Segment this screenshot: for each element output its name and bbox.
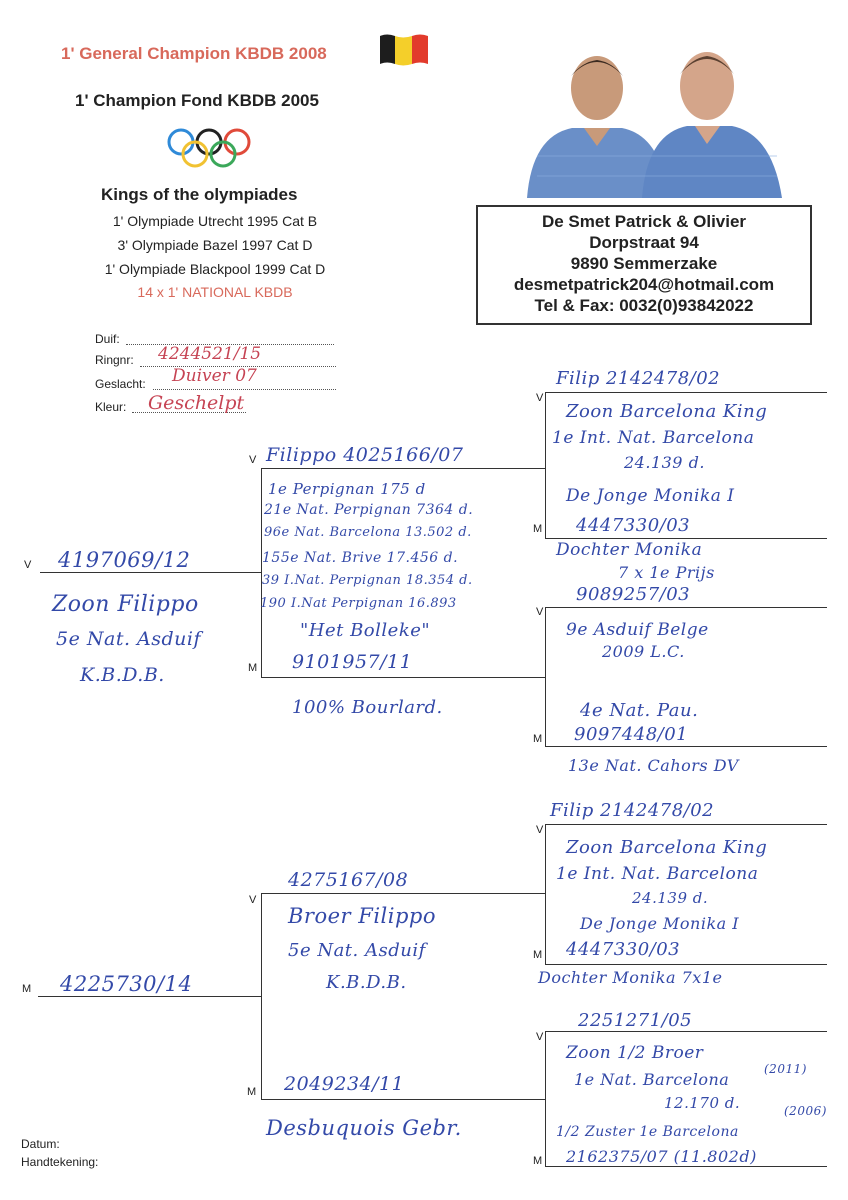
contact-email[interactable]: desmetpatrick204@hotmail.com (513, 275, 775, 294)
dds-note-1: Zoon 1/2 Broer (566, 1043, 704, 1063)
sire-ring: 4197069/12 (58, 548, 191, 572)
marker-m-ssd: M (533, 523, 543, 535)
sdd-after-1: 13e Nat. Cahors DV (568, 756, 739, 775)
dsd-note-1: De Jonge Monika I (580, 914, 740, 933)
marker-m-dsd: M (533, 949, 543, 961)
sdd-line (545, 746, 827, 747)
dam-sire-note-1: Broer Filippo (288, 904, 437, 928)
sire-sire-ring: Filippo 4025166/07 (266, 444, 464, 466)
sire-sire-note-6: 190 I.Nat Perpignan 16.893 (260, 596, 457, 611)
sire-note-1: Zoon Filippo (52, 592, 199, 617)
dam-sire-line (261, 893, 546, 894)
dam-ring: 4225730/14 (60, 972, 193, 996)
dam-line (38, 996, 262, 997)
ddd-ring: 2162375/07 (11.802d) (566, 1147, 757, 1166)
national-count: 14 x 1' NATIONAL KBDB (137, 284, 293, 300)
sire-note-3: K.B.D.B. (80, 664, 165, 686)
marker-v-sds: V (536, 606, 544, 618)
dss-ring: Filip 2142478/02 (550, 800, 715, 821)
dss-note-2: 1e Int. Nat. Barcelona (556, 864, 759, 884)
contact-street: Dorpstraat 94 (589, 233, 699, 252)
olympiade-3: 1' Olympiade Blackpool 1999 Cat D (104, 261, 326, 277)
sire-sire-note-2: 21e Nat. Perpignan 7364 d. (264, 502, 474, 518)
sire-dam-note-1: 100% Bourlard. (292, 697, 443, 718)
dss-note-1: Zoon Barcelona King (566, 837, 768, 858)
sds-line (545, 607, 827, 608)
dam-dam-bracket (545, 1031, 546, 1167)
sds-ring: 9089257/03 (576, 584, 691, 605)
dam-dam-line (261, 1099, 546, 1100)
marker-v-sire: V (24, 559, 32, 571)
sdd-note-1: 4e Nat. Pau. (580, 700, 699, 721)
ssd-ring: 4447330/03 (576, 515, 691, 536)
ssd-note-1: De Jonge Monika I (566, 486, 735, 506)
ringnr-label: Ringnr: (95, 353, 134, 367)
olympiade-2: 3' Olympiade Bazel 1997 Cat D (117, 237, 313, 253)
dds-note-5: (2006) (784, 1104, 827, 1118)
marker-v-dam-sire: V (249, 894, 257, 906)
marker-m-ddd: M (533, 1155, 543, 1167)
sds-note-1: 9e Asduif Belge (566, 620, 709, 640)
contact-phone: Tel & Fax: 0032(0)93842022 (534, 296, 754, 315)
dsd-line (545, 964, 827, 965)
kings-title: Kings of the olympiades (101, 185, 298, 204)
sire-sire-name: "Het Bolleke" (300, 620, 431, 641)
dds-note-6: 1/2 Zuster 1e Barcelona (556, 1124, 739, 1140)
marker-m-dam: M (22, 983, 32, 995)
marker-m-dam-dam: M (247, 1086, 257, 1098)
sire-sire-bracket (545, 392, 546, 539)
dds-note-3: 1e Nat. Barcelona (574, 1070, 730, 1089)
sdd-ring: 9097448/01 (574, 724, 689, 745)
dds-ring: 2251271/05 (578, 1010, 693, 1031)
title-general-champion: 1' General Champion KBDB 2008 (61, 44, 327, 63)
sss-line (545, 392, 827, 393)
contact-city: 9890 Semmerzake (570, 254, 718, 273)
sire-line (40, 572, 262, 573)
ringnr-value: 4244521/15 (158, 344, 262, 364)
marker-v-dss: V (536, 824, 544, 836)
duif-label: Duif: (95, 332, 120, 346)
sire-sire-note-3: 96e Nat. Barcelona 13.502 d. (264, 525, 472, 540)
marker-v-dds: V (536, 1031, 544, 1043)
geslacht-field-line (153, 389, 336, 390)
sire-sire-note-1: 1e Perpignan 175 d (268, 480, 426, 498)
dam-sire-ring: 4275167/08 (288, 869, 409, 891)
belgian-flag-icon (378, 33, 430, 66)
dam-sire-note-3: K.B.D.B. (326, 972, 407, 993)
dds-note-2: (2011) (764, 1062, 807, 1076)
dss-line (545, 824, 827, 825)
marker-m-sire-dam: M (248, 662, 258, 674)
sire-note-2: 5e Nat. Asduif (56, 628, 202, 650)
handtekening-label: Handtekening: (21, 1155, 99, 1169)
olympiade-1: 1' Olympiade Utrecht 1995 Cat B (112, 213, 318, 229)
marker-v-sss: V (536, 392, 544, 404)
sire-dam-bracket (545, 607, 546, 747)
dds-line (545, 1031, 827, 1032)
owners-photo (492, 36, 798, 198)
olympic-rings-icon (165, 127, 261, 169)
dsd-after-1: Dochter Monika 7x1e (538, 968, 723, 987)
sire-dam-ring: 9101957/11 (292, 651, 413, 673)
ssd-after-2: 7 x 1e Prijs (618, 563, 715, 582)
sss-note-2: 1e Int. Nat. Barcelona (552, 428, 755, 448)
dam-dam-ring: 2049234/11 (284, 1073, 405, 1095)
dam-sire-bracket (545, 824, 546, 965)
kleur-label: Kleur: (95, 400, 127, 414)
dam-sire-note-2: 5e Nat. Asduif (288, 940, 426, 961)
marker-v-sire-sire: V (249, 454, 257, 466)
sss-ring: Filip 2142478/02 (556, 368, 721, 389)
ddd-line (545, 1166, 827, 1167)
contact-box (476, 205, 812, 325)
geslacht-value: Duiver 07 (172, 366, 257, 386)
dam-bracket (261, 893, 262, 1100)
geslacht-label: Geslacht: (95, 377, 146, 391)
sss-note-1: Zoon Barcelona King (566, 401, 768, 422)
sire-sire-line (261, 468, 546, 469)
kleur-value: Geschelpt (148, 392, 245, 414)
title-champion-fond: 1' Champion Fond KBDB 2005 (75, 91, 319, 110)
datum-label: Datum: (21, 1137, 60, 1151)
sss-note-3: 24.139 d. (624, 453, 705, 472)
dam-dam-note-1: Desbuquois Gebr. (266, 1116, 462, 1140)
dsd-ring: 4447330/03 (566, 939, 681, 960)
dss-note-3: 24.139 d. (632, 889, 709, 907)
contact-name: De Smet Patrick & Olivier (541, 212, 747, 231)
sds-note-2: 2009 L.C. (602, 642, 685, 661)
ssd-after-1: Dochter Monika (556, 540, 703, 560)
sire-sire-note-4: 155e Nat. Brive 17.456 d. (262, 550, 459, 566)
dds-note-4: 12.170 d. (664, 1094, 741, 1112)
sire-dam-line (261, 677, 546, 678)
sire-sire-note-5: 39 I.Nat. Perpignan 18.354 d. (262, 573, 473, 588)
marker-m-sdd: M (533, 733, 543, 745)
